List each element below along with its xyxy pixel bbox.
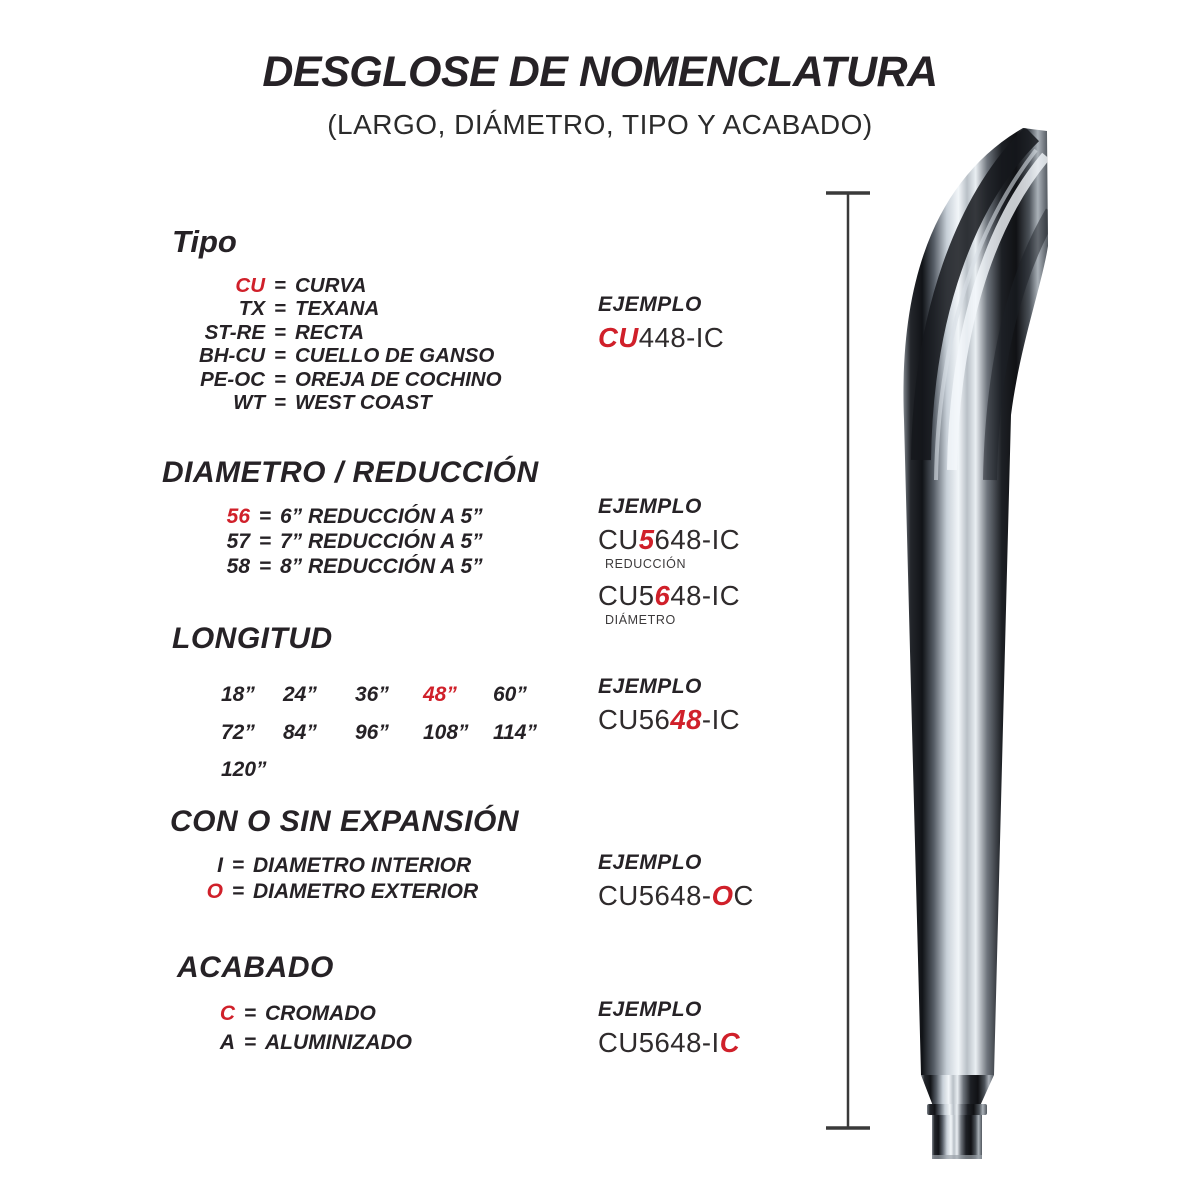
type-value: CURVA bbox=[295, 274, 367, 297]
equals-sign: = bbox=[258, 505, 272, 528]
code-rest: 448-IC bbox=[638, 322, 725, 353]
diameter-value: 6” REDUCCIÓN A 5” bbox=[280, 505, 483, 528]
section-longitud bbox=[172, 622, 553, 789]
diameter-value: 8” REDUCCIÓN A 5” bbox=[280, 555, 483, 578]
longitud-grid bbox=[221, 676, 553, 789]
def-row bbox=[162, 554, 539, 579]
longitud-row bbox=[221, 676, 553, 714]
tipo-heading: Tipo bbox=[172, 224, 237, 259]
diameter-code: 57 bbox=[226, 530, 250, 553]
longitud-heading: LONGITUD bbox=[172, 622, 333, 655]
length-value: 18” bbox=[221, 683, 255, 706]
finish-value: CROMADO bbox=[265, 1002, 376, 1025]
def-row bbox=[172, 344, 502, 367]
diameter-code: 56 bbox=[226, 505, 250, 528]
pipe-body bbox=[903, 128, 1052, 1075]
equals-sign: = bbox=[258, 530, 272, 553]
code-highlight: 5 bbox=[638, 524, 655, 555]
code-prefix: CU bbox=[598, 524, 639, 555]
code-prefix: CU56 bbox=[598, 704, 671, 735]
expansion-value: DIAMETRO INTERIOR bbox=[253, 854, 472, 877]
tipo-list bbox=[172, 274, 502, 414]
example-code bbox=[598, 1027, 740, 1059]
diameter-value: 7” REDUCCIÓN A 5” bbox=[280, 530, 483, 553]
equals-sign: = bbox=[231, 854, 245, 877]
example-label: EJEMPLO bbox=[598, 293, 702, 316]
def-row bbox=[162, 529, 539, 554]
equals-sign: = bbox=[274, 297, 286, 321]
expansion-code: I bbox=[217, 854, 223, 877]
code-prefix: CU5648-I bbox=[598, 1027, 720, 1058]
def-row bbox=[177, 1028, 412, 1057]
example-expansion bbox=[598, 851, 754, 912]
finish-code: A bbox=[219, 1031, 235, 1054]
length-value-highlight: 48” bbox=[423, 683, 457, 706]
type-code: ST-RE bbox=[204, 320, 265, 344]
code-prefix: CU5648- bbox=[598, 880, 712, 911]
example-label: EJEMPLO bbox=[598, 675, 702, 698]
example-code bbox=[598, 524, 740, 556]
type-code: BH-CU bbox=[198, 344, 265, 368]
equals-sign: = bbox=[274, 367, 286, 391]
length-measure-line bbox=[826, 193, 870, 1128]
example-diametro-reduccion bbox=[598, 495, 740, 627]
section-expansion bbox=[170, 805, 519, 905]
code-rest: 648-IC bbox=[654, 524, 741, 555]
equals-sign: = bbox=[274, 320, 286, 344]
equals-sign: = bbox=[274, 344, 286, 368]
example-sublabel: REDUCCIÓN bbox=[605, 557, 687, 571]
example-code bbox=[598, 580, 740, 612]
type-code: WT bbox=[233, 391, 265, 415]
type-value: TEXANA bbox=[295, 297, 380, 321]
type-code: CU bbox=[235, 274, 265, 297]
acabado-list bbox=[177, 999, 412, 1057]
code-rest: -IC bbox=[701, 704, 741, 735]
code-rest: C bbox=[733, 880, 754, 911]
acabado-heading: ACABADO bbox=[177, 951, 334, 984]
code-prefix: CU5 bbox=[598, 580, 655, 611]
example-acabado bbox=[598, 998, 740, 1059]
section-tipo bbox=[172, 224, 502, 414]
equals-sign: = bbox=[274, 391, 286, 415]
pipe-expansion-stub bbox=[921, 1075, 994, 1159]
length-value: 24” bbox=[283, 683, 317, 706]
example-code bbox=[598, 880, 754, 912]
example-code bbox=[598, 704, 740, 736]
equals-sign: = bbox=[231, 880, 245, 903]
exhaust-pipe-image bbox=[780, 120, 1200, 1200]
code-rest: 48-IC bbox=[670, 580, 741, 611]
page-subtitle: (LARGO, DIÁMETRO, TIPO Y ACABADO) bbox=[327, 109, 873, 140]
code-highlight: O bbox=[711, 880, 734, 911]
expansion-heading: CON O SIN EXPANSIÓN bbox=[170, 805, 519, 838]
example-label: EJEMPLO bbox=[598, 851, 702, 874]
example-label: EJEMPLO bbox=[598, 495, 702, 518]
expansion-list bbox=[170, 853, 519, 905]
length-value: 36” bbox=[355, 683, 389, 706]
def-row bbox=[172, 274, 502, 297]
length-value: 120” bbox=[221, 758, 267, 781]
def-row bbox=[170, 879, 519, 905]
type-code: TX bbox=[238, 297, 265, 321]
finish-code: C bbox=[219, 1002, 235, 1025]
example-tipo bbox=[598, 293, 724, 354]
diametro-list bbox=[162, 504, 539, 579]
def-row bbox=[172, 297, 502, 320]
pipe-artwork bbox=[780, 120, 1200, 1200]
diametro-heading: DIAMETRO / REDUCCIÓN bbox=[162, 456, 539, 489]
section-diametro bbox=[162, 456, 539, 579]
page-title: DESGLOSE DE NOMENCLATURA bbox=[262, 48, 938, 96]
type-value: CUELLO DE GANSO bbox=[295, 344, 495, 368]
def-row bbox=[172, 391, 502, 414]
longitud-row bbox=[221, 751, 553, 789]
type-value: RECTA bbox=[295, 320, 365, 344]
equals-sign: = bbox=[274, 274, 286, 297]
longitud-row bbox=[221, 714, 553, 752]
code-highlight: 48 bbox=[670, 704, 702, 735]
def-row bbox=[172, 368, 502, 391]
type-code: PE-OC bbox=[200, 367, 265, 391]
code-highlight: C bbox=[719, 1027, 741, 1058]
def-row bbox=[162, 504, 539, 529]
length-value: 96” bbox=[355, 720, 389, 744]
length-value: 108” bbox=[423, 720, 469, 744]
finish-value: ALUMINIZADO bbox=[265, 1031, 412, 1054]
example-longitud bbox=[598, 675, 740, 736]
code-highlight: CU bbox=[598, 322, 639, 353]
length-value: 60” bbox=[493, 683, 527, 706]
equals-sign: = bbox=[243, 1031, 257, 1054]
def-row bbox=[170, 853, 519, 879]
diameter-code: 58 bbox=[226, 555, 250, 578]
example-sublabel: DIÁMETRO bbox=[605, 613, 676, 627]
equals-sign: = bbox=[258, 555, 272, 578]
length-value: 114” bbox=[493, 720, 537, 744]
example-label: EJEMPLO bbox=[598, 998, 702, 1021]
code-highlight: 6 bbox=[654, 580, 671, 611]
example-code bbox=[598, 322, 724, 354]
length-value: 84” bbox=[283, 720, 317, 744]
expansion-code: O bbox=[206, 880, 223, 903]
section-acabado bbox=[177, 951, 412, 1057]
type-value: OREJA DE COCHINO bbox=[295, 367, 502, 391]
expansion-value: DIAMETRO EXTERIOR bbox=[253, 880, 479, 903]
type-value: WEST COAST bbox=[295, 391, 432, 415]
def-row bbox=[177, 999, 412, 1028]
equals-sign: = bbox=[243, 1002, 257, 1025]
length-value: 72” bbox=[221, 720, 255, 744]
def-row bbox=[172, 321, 502, 344]
